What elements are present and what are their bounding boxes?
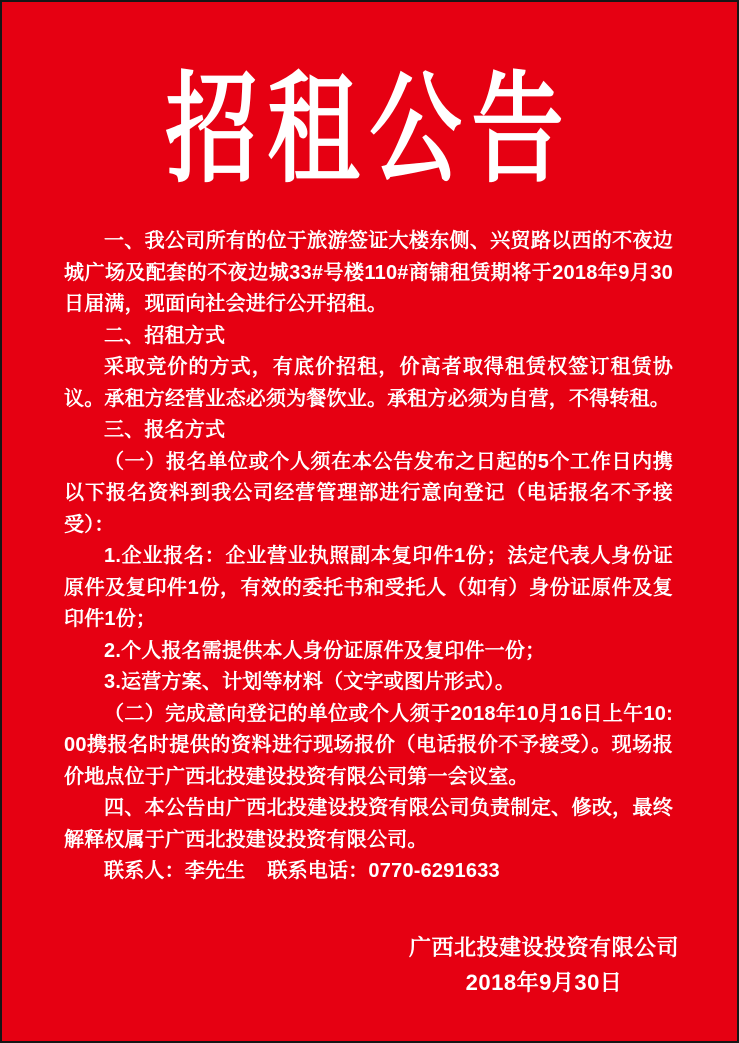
clause-4-interpretation: 四、本公告由广西北投建设投资有限公司负责制定、修改，最终解释权属于广西北投建设投资有限公司。	[64, 797, 673, 851]
contact-phone: 0770-6291633	[368, 860, 500, 882]
item-1-company-application: 1.企业报名：企业营业执照副本复印件1份；法定代表人身份证原件及复印件1份，有效的委托书和受托人（如有）身份证原件及复印件1份；	[64, 545, 673, 630]
section-2-bidding-method: 采取竞价的方式，有底价招租，价高者取得租赁权签订租赁协议。承租方经营业态必须为餐饮业。承租方必须为自营，不得转租。	[64, 356, 673, 410]
clause-3-2-onsite-bidding: （二）完成意向登记的单位或个人须于2018年10月16日上午10:00携报名时提供的资料进行现场报价（电话报价不予接受）。现场报价地点位于广西北投建设投资有限公司第一会议室。	[64, 702, 673, 788]
clause-3-1-registration: （一）报名单位或个人须在本公告发布之日起的5个工作日内携以下报名资料到我公司经营管理部进行意向登记（电话报名不予接受）：	[64, 450, 673, 536]
announcement-body	[64, 226, 673, 888]
item-2-individual-application: 2.个人报名需提供本人身份证原件及复印件一份；	[104, 639, 546, 662]
section-3-heading: 三、报名方式	[104, 419, 226, 441]
clause-1-property-description: 一、我公司所有的位于旅游签证大楼东侧、兴贸路以西的不夜边城广场及配套的不夜边城33#号楼110#商铺租赁期将于2018年9月30日届满，现面向社会进行公开招租。	[64, 230, 673, 315]
contact-phone-label: 联系电话：	[267, 860, 369, 882]
contact-line	[64, 856, 673, 888]
contact-person: 李先生	[184, 860, 246, 882]
item-3-operation-plan: 3.运营方案、计划等材料（文字或图片形式）。	[104, 671, 516, 693]
signature-block	[409, 930, 679, 1000]
signature-date: 2018年9月30日	[465, 969, 623, 995]
poster-title: 招租公告	[165, 58, 574, 200]
signature-company: 广西北投建设投资有限公司	[408, 934, 679, 960]
contact-person-label: 联系人：	[104, 860, 185, 882]
section-2-heading: 二、招租方式	[104, 324, 226, 347]
